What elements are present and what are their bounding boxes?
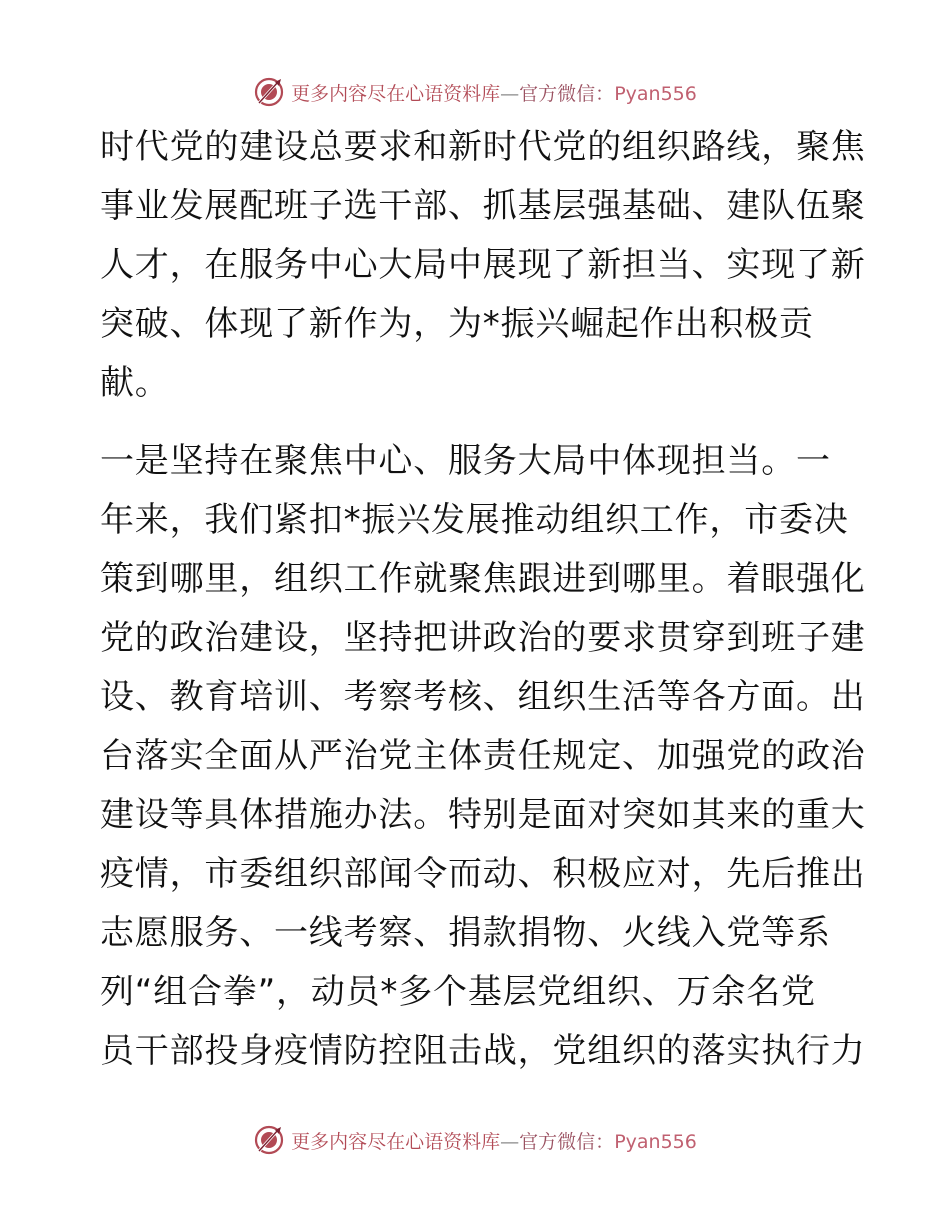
quill-seal-logo-icon [253, 1124, 285, 1156]
text-line: 党的政治建设，坚持把讲政治的要求贯穿到班子建 [100, 618, 866, 658]
footer-watermark-banner [0, 1120, 950, 1160]
wechat-id: Pyan556 [614, 1130, 697, 1153]
paragraph-spacer [100, 413, 860, 432]
text-line: 事业发展配班子选干部、抓基层强基础、建队伍聚 [100, 186, 866, 226]
text-line: 献。 [100, 363, 170, 403]
official-wechat-label: 官方微信： [519, 1130, 615, 1153]
watermark-text [291, 1127, 697, 1154]
text-line: 人才，在服务中心大局中展现了新担当、实现了新 [100, 245, 866, 285]
text-line: 台落实全面从严治党主体责任规定、加强党的政治 [100, 736, 866, 776]
paragraph-2 [100, 432, 866, 1081]
wechat-id: Pyan556 [614, 82, 697, 105]
text-line: 建设等具体措施办法。特别是面对突如其来的重大 [100, 795, 866, 835]
text-line: 年来，我们紧扣*振兴发展推动组织工作，市委决 [100, 500, 849, 540]
text-line: 员干部投身疫情防控阻击战，党组织的落实执行力 [100, 1031, 866, 1071]
text-line: 设、教育培训、考察考核、组织生活等各方面。出 [100, 677, 866, 717]
site-name: 更多内容尽在心语资料库 [291, 1130, 501, 1153]
site-name: 更多内容尽在心语资料库 [291, 82, 501, 105]
text-line: 策到哪里，组织工作就聚焦跟进到哪里。着眼强化 [100, 559, 866, 599]
watermark-text [291, 79, 697, 106]
header-watermark-banner [0, 72, 950, 112]
text-line: 时代党的建设总要求和新时代党的组织路线，聚焦 [100, 127, 866, 167]
official-wechat-label: 官方微信： [519, 82, 615, 105]
text-line: 疫情，市委组织部闻令而动、积极应对，先后推出 [100, 854, 866, 894]
separator-dash: — [500, 82, 520, 105]
separator-dash: — [500, 1130, 520, 1153]
document-body [100, 118, 866, 1081]
text-line: 一是坚持在聚焦中心、服务大局中体现担当。一 [100, 441, 831, 481]
text-line: 列“组合拳”，动员*多个基层党组织、万余名党 [100, 972, 816, 1012]
quill-seal-logo-icon [253, 76, 285, 108]
paragraph-1 [100, 118, 866, 413]
text-line: 志愿服务、一线考察、捐款捐物、火线入党等系 [100, 913, 831, 953]
text-line: 突破、体现了新作为，为*振兴崛起作出积极贡 [100, 304, 814, 344]
